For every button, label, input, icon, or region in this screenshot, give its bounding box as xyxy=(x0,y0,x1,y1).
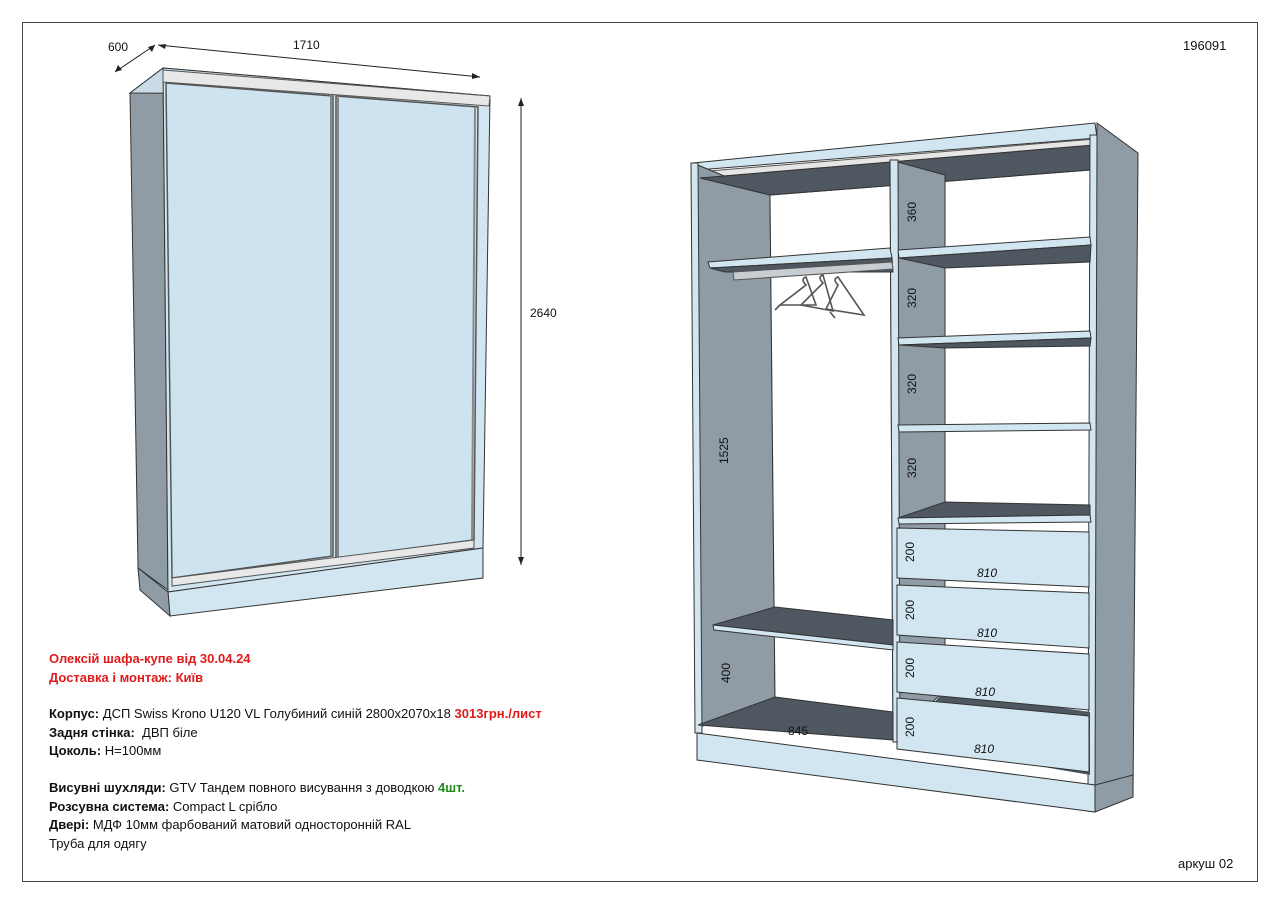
spec-label: Цоколь: xyxy=(49,743,102,759)
quantity-value: 4шт. xyxy=(438,779,465,795)
height-dimension: 2640 xyxy=(530,306,557,320)
compartment-height-label: 1525 xyxy=(717,437,731,464)
drawer-height-label: 200 xyxy=(903,716,917,737)
spec-rail: Труба для одягу xyxy=(49,835,147,851)
order-notes xyxy=(49,650,542,853)
spec-body xyxy=(49,705,542,724)
shelf-gap-label: 320 xyxy=(905,457,919,478)
drawer-height-label: 200 xyxy=(903,599,917,620)
drawer-height-label: 200 xyxy=(903,657,917,678)
spec-value: H=100мм xyxy=(104,743,162,759)
sheet-label: аркуш 02 xyxy=(1178,856,1234,871)
spec-label: Задня стінка: xyxy=(49,724,135,740)
spec-value: ДСП Swiss Krono U120 VL Голубиний синій 2800x2070x18 xyxy=(102,706,451,722)
spec-label: Висувні шухляди: xyxy=(49,779,166,795)
shelf-gap-label: 360 xyxy=(905,201,919,222)
drawing-code: 196091 xyxy=(1183,38,1227,53)
drawer-width-label: 810 xyxy=(975,685,996,699)
width-dimension: 1710 xyxy=(293,38,320,52)
client-title: Олексій шафа-купе від 30.04.24 xyxy=(49,651,251,666)
spec-label: Корпус: xyxy=(49,706,100,722)
shelf-gap-label: 320 xyxy=(905,373,919,394)
bottom-shelf-height-label: 400 xyxy=(719,662,733,683)
drawer-width-label: 810 xyxy=(977,626,998,640)
drawer-width-label: 810 xyxy=(977,566,998,580)
spec-back xyxy=(49,724,542,743)
shelf-gap-label: 320 xyxy=(905,287,919,308)
closed-wardrobe xyxy=(108,38,557,616)
price-value: 3013грн./лист xyxy=(454,706,542,722)
depth-dimension: 600 xyxy=(108,40,129,54)
spec-plinth xyxy=(49,742,542,761)
spec-doors xyxy=(49,816,542,835)
open-wardrobe xyxy=(691,123,1138,812)
drawer-width-label: 810 xyxy=(974,742,995,756)
spec-value: GTV Тандем повного висування з доводкою xyxy=(169,779,435,795)
spec-label: Двері: xyxy=(49,817,90,833)
drawer-height-label: 200 xyxy=(903,541,917,562)
spec-value: МДФ 10мм фарбований матовий односторонній RAL xyxy=(92,817,412,833)
bottom-width-label: 845 xyxy=(788,724,809,738)
spec-drawers xyxy=(49,779,542,798)
delivery-info: Доставка і монтаж: Київ xyxy=(49,669,204,685)
spec-value: Compact L срібло xyxy=(172,798,278,814)
spec-value: ДВП біле xyxy=(142,724,198,740)
spec-label: Розсувна система: xyxy=(49,798,170,814)
spec-sliding xyxy=(49,798,542,817)
